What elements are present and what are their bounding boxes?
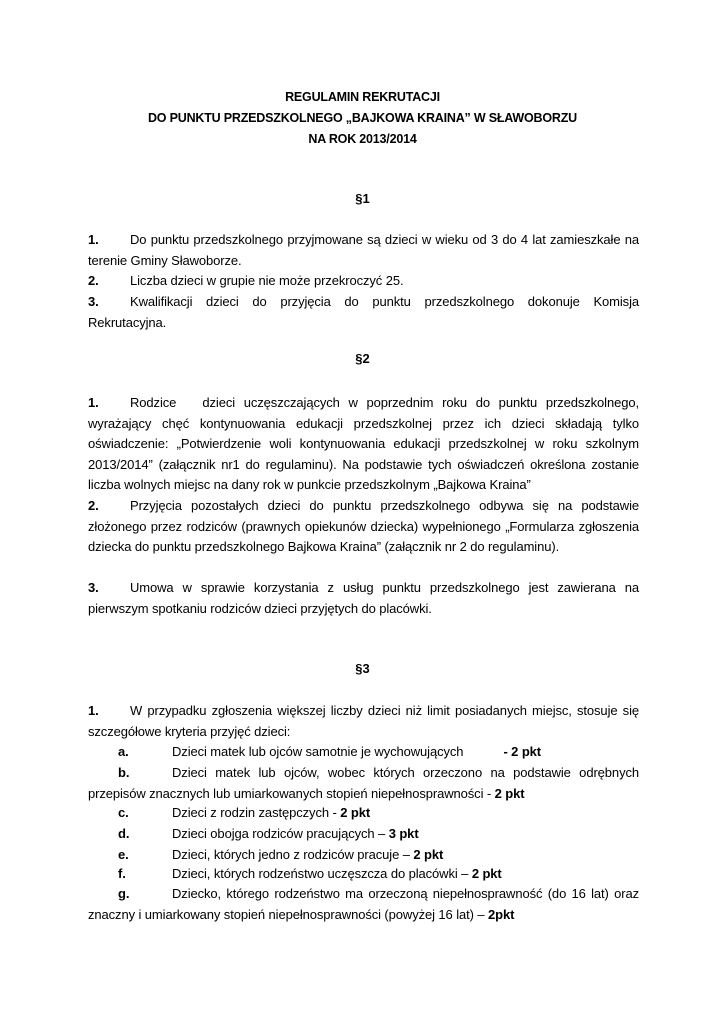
- criterion-label: g.: [118, 886, 130, 901]
- section-heading-2: §2: [355, 351, 370, 366]
- criterion-f: [88, 864, 639, 885]
- criterion-label: e.: [118, 847, 129, 862]
- item-text: W przypadku zgłoszenia większej liczby dzieci niż limit posiadanych miejsc, stosuje się szczegółowe kryteria przyjęć dzieci:: [88, 703, 639, 739]
- item-text: Liczba dzieci w grupie nie może przekroczyć 25.: [130, 273, 404, 288]
- criterion-text: Dzieci, których jedno z rodziców pracuje –: [172, 847, 410, 862]
- criterion-label: c.: [118, 805, 129, 820]
- criterion-label: d.: [118, 826, 130, 841]
- item-text: Kwalifikacji dzieci do przyjęcia do punktu przedszkolnego dokonuje Komisja Rekrutacyjna.: [88, 294, 639, 330]
- criterion-b: [88, 763, 639, 804]
- s1-item-3: [88, 292, 639, 333]
- item-text: Przyjęcia pozostałych dzieci do punktu przedszkolnego odbywa się na podstawie złożonego przez rodziców (prawnych opiekunów dziecka) wypełnionego „Formularza zgłoszenia dziecka do punktu przedszkolnego Bajkowa Kraina” (załącznik nr 2 do regulaminu).: [88, 498, 639, 555]
- item-text: Do punktu przedszkolnego przyjmowane są dzieci w wieku od 3 do 4 lat zamieszkałe na terenie Gminy Sławoborze.: [88, 232, 639, 268]
- item-number: 1.: [88, 232, 99, 247]
- criterion-text: Dzieci z rodzin zastępczych -: [172, 805, 337, 820]
- criterion-points: 2pkt: [488, 906, 515, 922]
- item-text: Rodzice dzieci uczęszczających w poprzednim roku do punktu przedszkolnego, wyrażający chęć kontynuowania edukacji przedszkolnej przez ich dzieci składają tylko oświadczenie: „Potwierdzenie woli kontynuowania edukacji przedszkolnej w roku szkolnym 2013/2014” (załącznik nr1 do regulaminu). Na podstawie tych oświadczeń określona zostanie liczba wolnych miejsc na dany rok w punkcie przedszkolnym „Bajkowa Kraina”: [88, 395, 643, 493]
- criterion-label: b.: [118, 765, 130, 780]
- document-title-line-3: NA ROK 2013/2014: [308, 132, 417, 146]
- section-heading-3: §3: [355, 661, 370, 676]
- criterion-text: Dzieci, których rodzeństwo uczęszcza do placówki –: [172, 866, 469, 881]
- criterion-e: [88, 845, 639, 866]
- item-number: 1.: [88, 395, 99, 410]
- section-heading-1: §1: [355, 191, 370, 206]
- criterion-text: Dzieci matek lub ojców samotnie je wychowujących: [172, 744, 464, 759]
- criterion-a: [88, 742, 639, 763]
- criterion-c: [88, 803, 639, 824]
- criterion-points: - 2 pkt: [503, 744, 542, 759]
- criterion-g: [88, 884, 639, 925]
- s1-item-2: [88, 271, 639, 292]
- criterion-label: a.: [118, 744, 129, 759]
- criterion-points: 2 pkt: [471, 866, 502, 881]
- criterion-text: Dzieci matek lub ojców, wobec których orzeczono na podstawie odrębnych przepisów znacznych lub umiarkowanych stopień niepełnosprawności -: [88, 765, 639, 801]
- document-title-line-1: REGULAMIN REKRUTACJI: [285, 90, 440, 104]
- criterion-d: [88, 824, 639, 845]
- criterion-label: f.: [118, 866, 126, 881]
- item-number: 3.: [88, 294, 99, 309]
- item-number: 2.: [88, 498, 99, 513]
- s1-item-1: [88, 230, 639, 271]
- item-number: 1.: [88, 703, 99, 718]
- s2-item-3: [88, 578, 639, 619]
- s2-item-2: [88, 496, 639, 558]
- criterion-points: 2 pkt: [494, 785, 525, 801]
- criterion-points: 2 pkt: [413, 847, 444, 862]
- item-number: 3.: [88, 580, 99, 595]
- s3-item-1: [88, 701, 639, 742]
- item-text: Umowa w sprawie korzystania z usług punktu przedszkolnego jest zawierana na pierwszym spotkaniu rodziców dzieci przyjętych do placówki.: [88, 580, 639, 616]
- criterion-text: Dziecko, którego rodzeństwo ma orzeczoną niepełnosprawność (do 16 lat) oraz znaczny i umiarkowany stopień niepełnosprawności (powyżej 16 lat) –: [88, 886, 639, 922]
- criterion-points: 3 pkt: [388, 826, 419, 841]
- document-title-line-2: DO PUNKTU PRZEDSZKOLNEGO „BAJKOWA KRAINA” W SŁAWOBORZU: [147, 111, 577, 125]
- criterion-points: 2 pkt: [340, 805, 371, 820]
- criterion-text: Dzieci obojga rodziców pracujących –: [172, 826, 386, 841]
- s2-item-1: [88, 393, 643, 496]
- item-number: 2.: [88, 273, 99, 288]
